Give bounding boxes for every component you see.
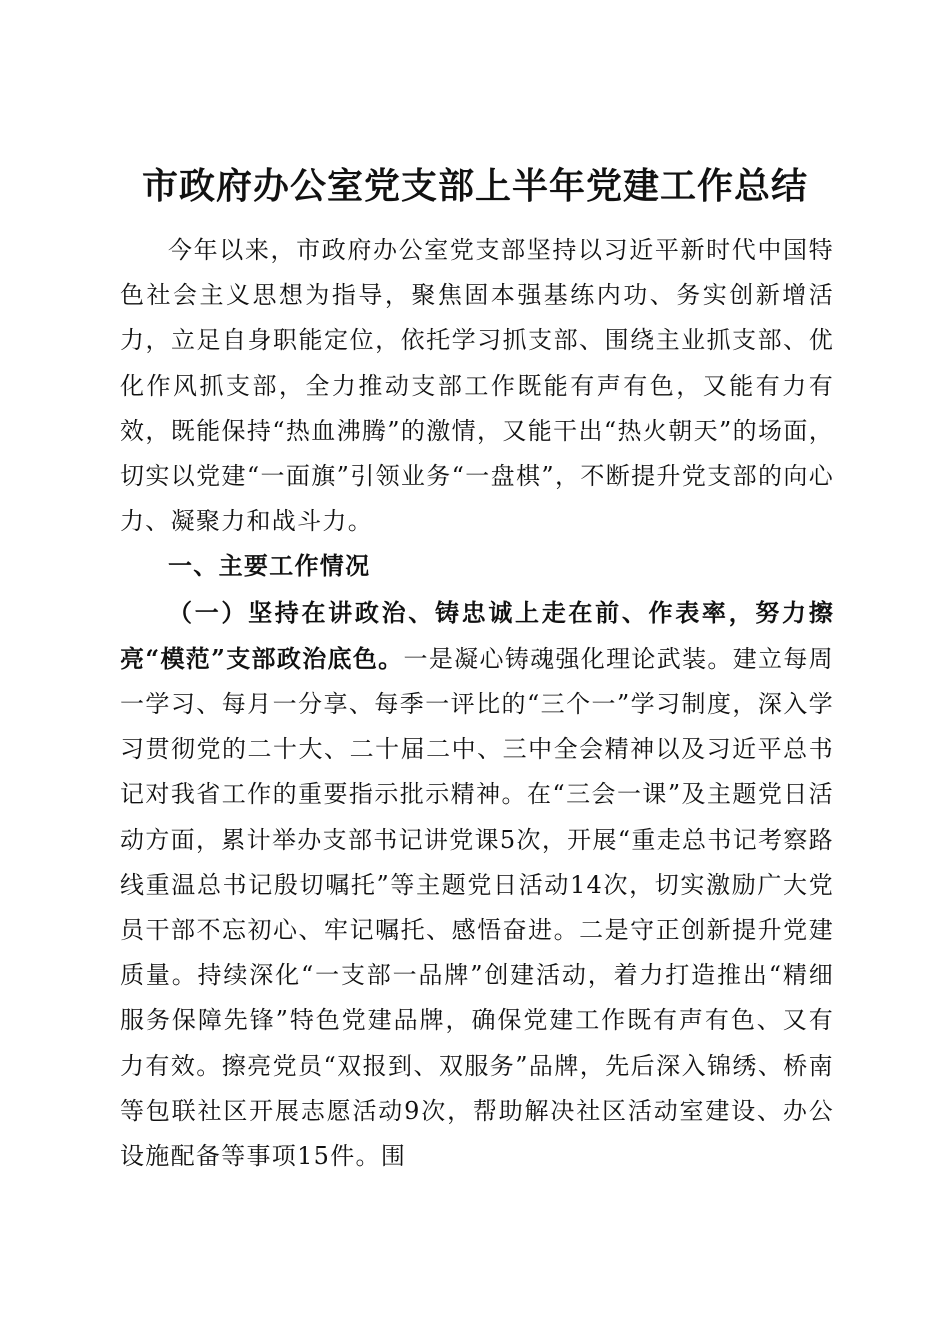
subsection-lead: （一）坚持在讲政治、铸忠诚上走在前、作表率，努力擦亮“模范”支部政治底色。	[120, 597, 834, 673]
subsection-paragraph-1	[120, 590, 834, 1180]
document-body	[120, 228, 834, 1179]
section-heading-main-work: 一、主要工作情况	[168, 552, 371, 581]
subsection-body: 一是凝心铸魂强化理论武装。建立每周一学习、每月一分享、每季一评比的“三个一”学习制度，深入学习贯彻党的二十大、二十届二中、三中全会精神以及习近平总书记对我省工作的重要指示批示精神。在“三会一课”及主题党日活动方面，累计举办支部书记讲党课5次，开展“重走总书记考察路线重温总书记殷切嘱托”等主题党日活动14次，切实激励广大党员干部不忘初心、牢记嘱托、感悟奋进。二是守正创新提升党建质量。持续深化“一支部一品牌”创建活动，着力打造推出“精细服务保障先锋”特色党建品牌，确保党建工作既有声有色、又有力有效。擦亮党员“双报到、双服务”品牌，先后深入锦绣、桥南等包联社区开展志愿活动9次，帮助解决社区活动室建设、办公设施配备等事项15件。围	[120, 644, 834, 1171]
intro-paragraph: 今年以来，市政府办公室党支部坚持以习近平新时代中国特色社会主义思想为指导，聚焦固本强基练内功、务实创新增活力，立足自身职能定位，依托学习抓支部、围绕主业抓支部、优化作风抓支部，全力推动支部工作既能有声有色，又能有力有效，既能保持“热血沸腾”的激情，又能干出“热火朝天”的场面，切实以党建“一面旗”引领业务“一盘棋”，不断提升党支部的向心力、凝聚力和战斗力。	[120, 236, 834, 536]
document-title: 市政府办公室党支部上半年党建工作总结	[141, 165, 808, 208]
